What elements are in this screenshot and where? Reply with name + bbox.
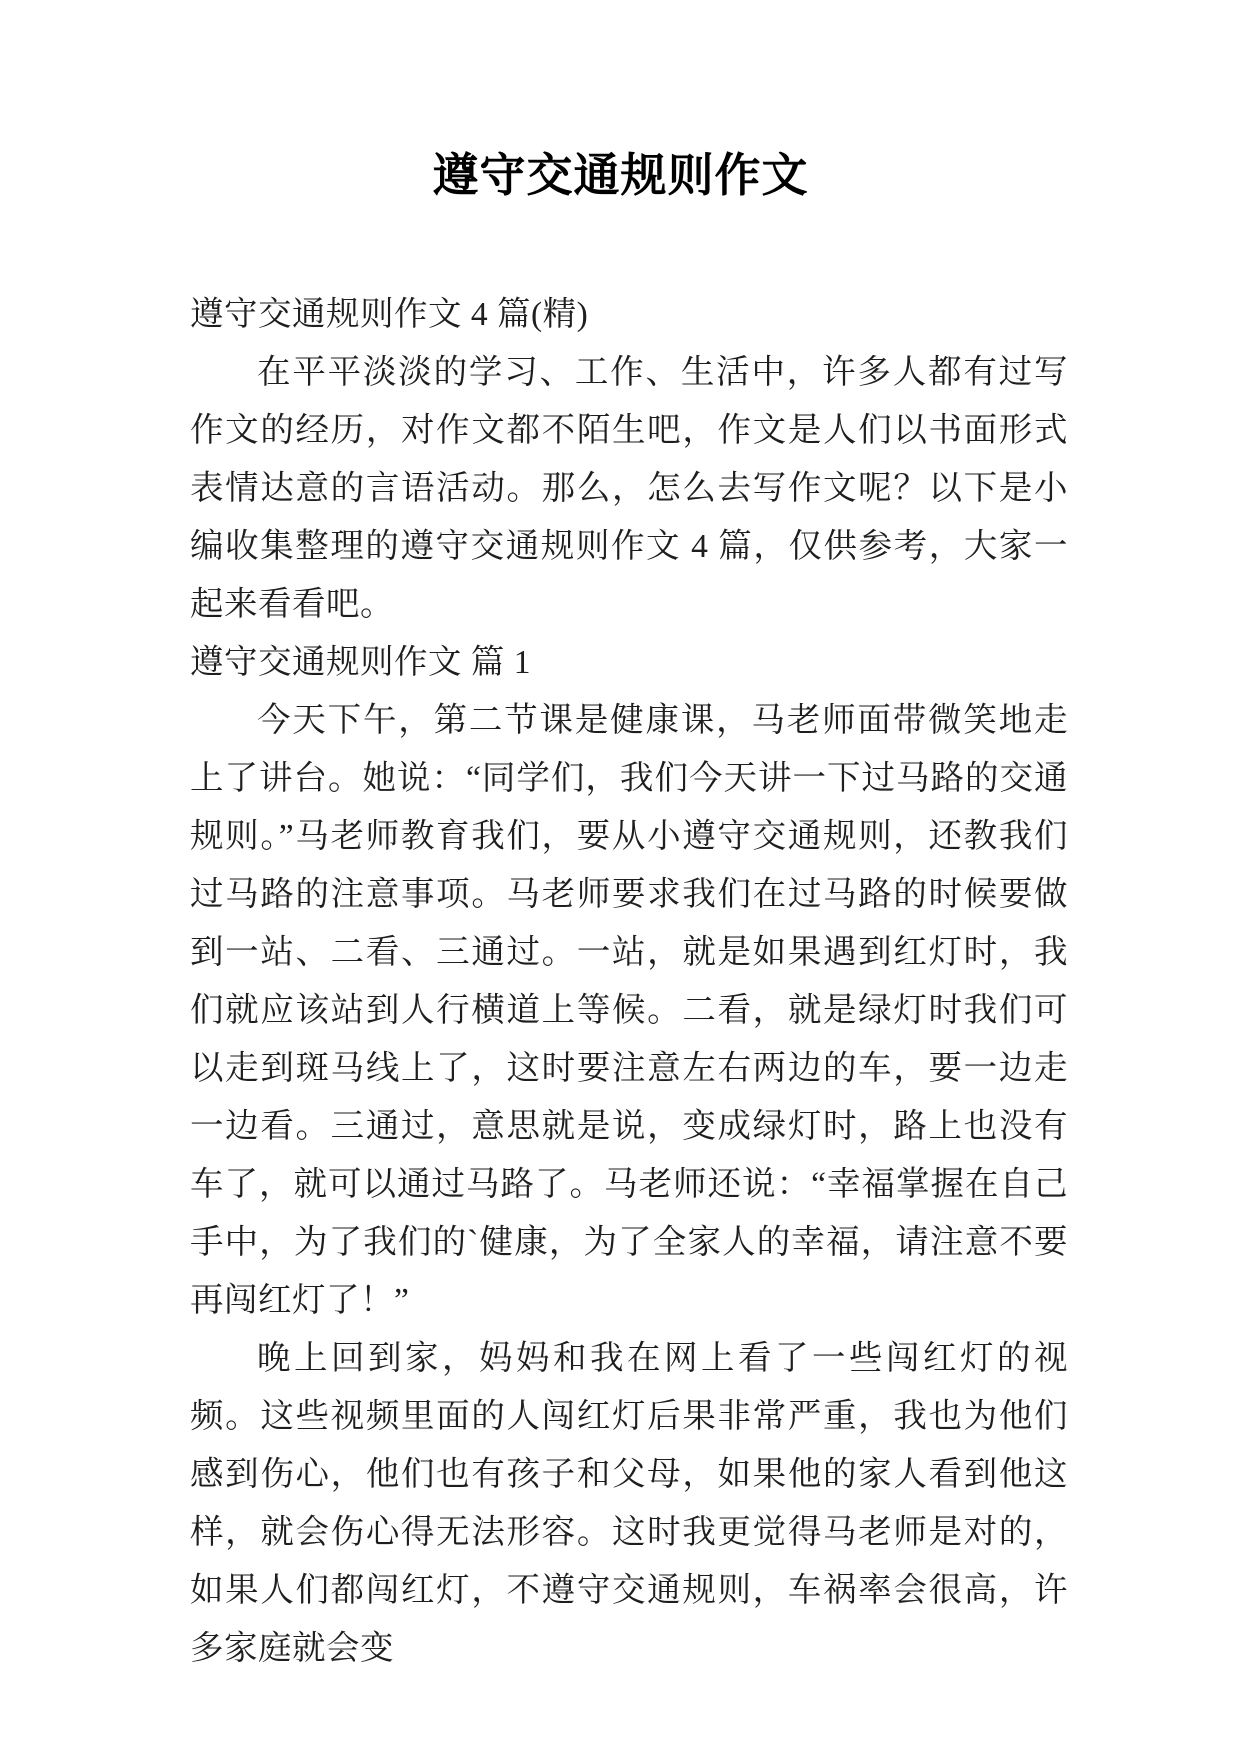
paragraph-essay-body-2: 晚上回到家，妈妈和我在网上看了一些闯红灯的视频。这些视频里面的人闯红灯后果非常严重，我也为他们感到伤心，他们也有孩子和父母，如果他的家人看到他这样，就会伤心得无法形容。这时我更觉得马老师是对的，如果人们都闯红灯，不遵守交通规则，车祸率会很高，许多家庭就会变 (190, 1340, 1068, 1667)
section-heading-essay-1: 遵守交通规则作文 篇 1 (190, 644, 531, 681)
document-title: 遵守交通规则作文 (432, 150, 809, 201)
paragraph-essay-body-1: 今天下午，第二节课是健康课，马老师面带微笑地走上了讲台。她说：“同学们，我们今天讲一下过马路的交通规则。”马老师教育我们，要从小遵守交通规则，还教我们过马路的注意事项。马老师要求我们在过马路的时候要做到一站、二看、三通过。一站，就是如果遇到红灯时，我们就应该站到人行横道上等候。二看，就是绿灯时我们可以走到斑马线上了，这时要注意左右两边的车，要一边走一边看。三通过，意思就是说，变成绿灯时，路上也没有车了，就可以通过马路了。马老师还说：“幸福掌握在自己手中，为了我们的`健康，为了全家人的幸福，请注意不要再闯红灯了！” (190, 702, 1068, 1319)
paragraph-intro: 在平平淡淡的学习、工作、生活中，许多人都有过写作文的经历，对作文都不陌生吧，作文是人们以书面形式表情达意的言语活动。那么，怎么去写作文呢？以下是小编收集整理的遵守交通规则作文 4 篇，仅供参考，大家一起来看看吧。 (190, 354, 1068, 623)
document-body (190, 286, 1068, 1678)
paragraph-subtitle: 遵守交通规则作文 4 篇(精) (190, 296, 589, 333)
